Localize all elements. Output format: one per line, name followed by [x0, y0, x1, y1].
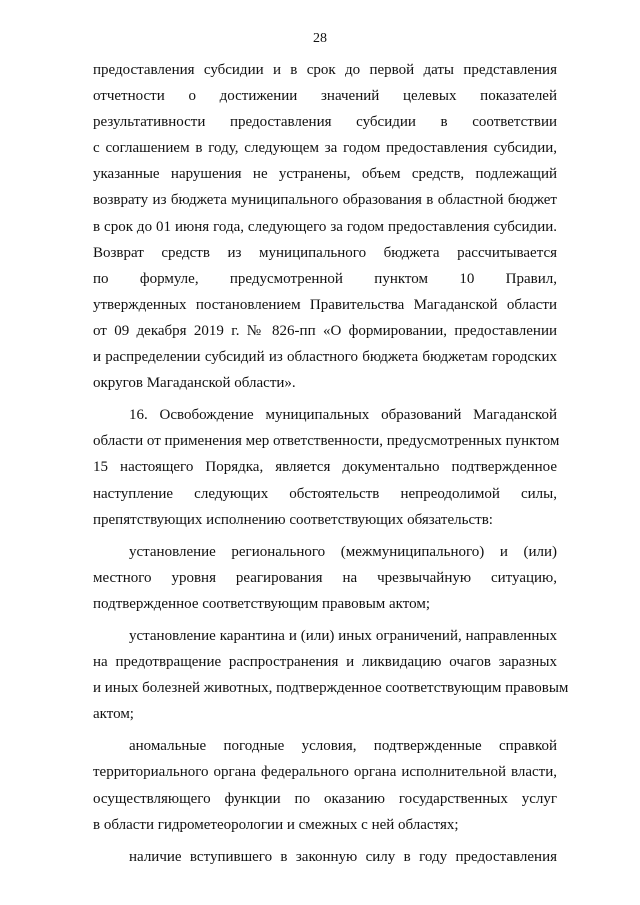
text-line: наличие вступившего в законную силу в году предоставления [129, 848, 557, 865]
text-line: области от применения мер ответственности, предусмотренных пунктом [93, 433, 560, 450]
text-line: установление регионального (межмуниципального) и (или) [129, 543, 557, 560]
text-line: аномальные погодные условия, подтвержденные справкой [129, 738, 557, 755]
text-line: 16. Освобождение муниципальных образований Магаданской [129, 407, 557, 424]
text-line: предоставления субсидии и в срок до первой даты представления [93, 62, 557, 78]
text-line: территориального органа федерального органа исполнительной власти, [93, 764, 557, 781]
text-line: установление карантина и (или) иных ограничений, направленных [129, 627, 557, 644]
text-line: и иных болезней животных, подтвержденное соответствующим правовым [93, 680, 569, 697]
text-line: осуществляющего функции по оказанию государственных услуг [93, 790, 557, 807]
text-line: результативности предоставления субсидии в соответствии [93, 114, 557, 131]
text-line: с соглашением в году, следующем за годом предоставления субсидии, [93, 140, 557, 157]
text-line: местного уровня реагирования на чрезвычайную ситуацию, [93, 569, 557, 586]
text-line: утвержденных постановлением Правительства Магаданской области [93, 296, 557, 313]
document-body [93, 57, 569, 870]
text-line: Возврат средств из муниципального бюджета рассчитывается [93, 244, 557, 261]
text-line: возврату из бюджета муниципального образования в областной бюджет [93, 192, 557, 209]
text-line: по формуле, предусмотренной пунктом 10 Правил, [93, 270, 557, 287]
text-line: в области гидрометеорологии и смежных с ней областях; [93, 816, 459, 833]
text-line: в срок до 01 июня года, следующего за годом предоставления субсидии. [93, 218, 557, 235]
text-line: указанные нарушения не устранены, объем средств, подлежащий [93, 166, 557, 183]
text-line: на предотвращение распространения и ликвидацию очагов заразных [93, 654, 557, 671]
text-line: отчетности о достижении значений целевых показателей [93, 88, 557, 105]
text-line: наступление следующих обстоятельств непреодолимой силы, [93, 485, 557, 502]
text-line: подтвержденное соответствующим правовым актом; [93, 595, 430, 612]
text-line: 15 настоящего Порядка, является документально подтвержденное [93, 459, 557, 476]
text-line: препятствующих исполнению соответствующих обязательств: [93, 511, 493, 528]
text-line: от 09 декабря 2019 г. № 826-пп «О формировании, предоставлении [93, 322, 557, 339]
page-number: 28 [313, 31, 327, 46]
text-line: актом; [93, 706, 134, 723]
text-line: и распределении субсидий из областного бюджета бюджетам городских [93, 349, 557, 366]
text-line: округов Магаданской области». [93, 375, 296, 392]
